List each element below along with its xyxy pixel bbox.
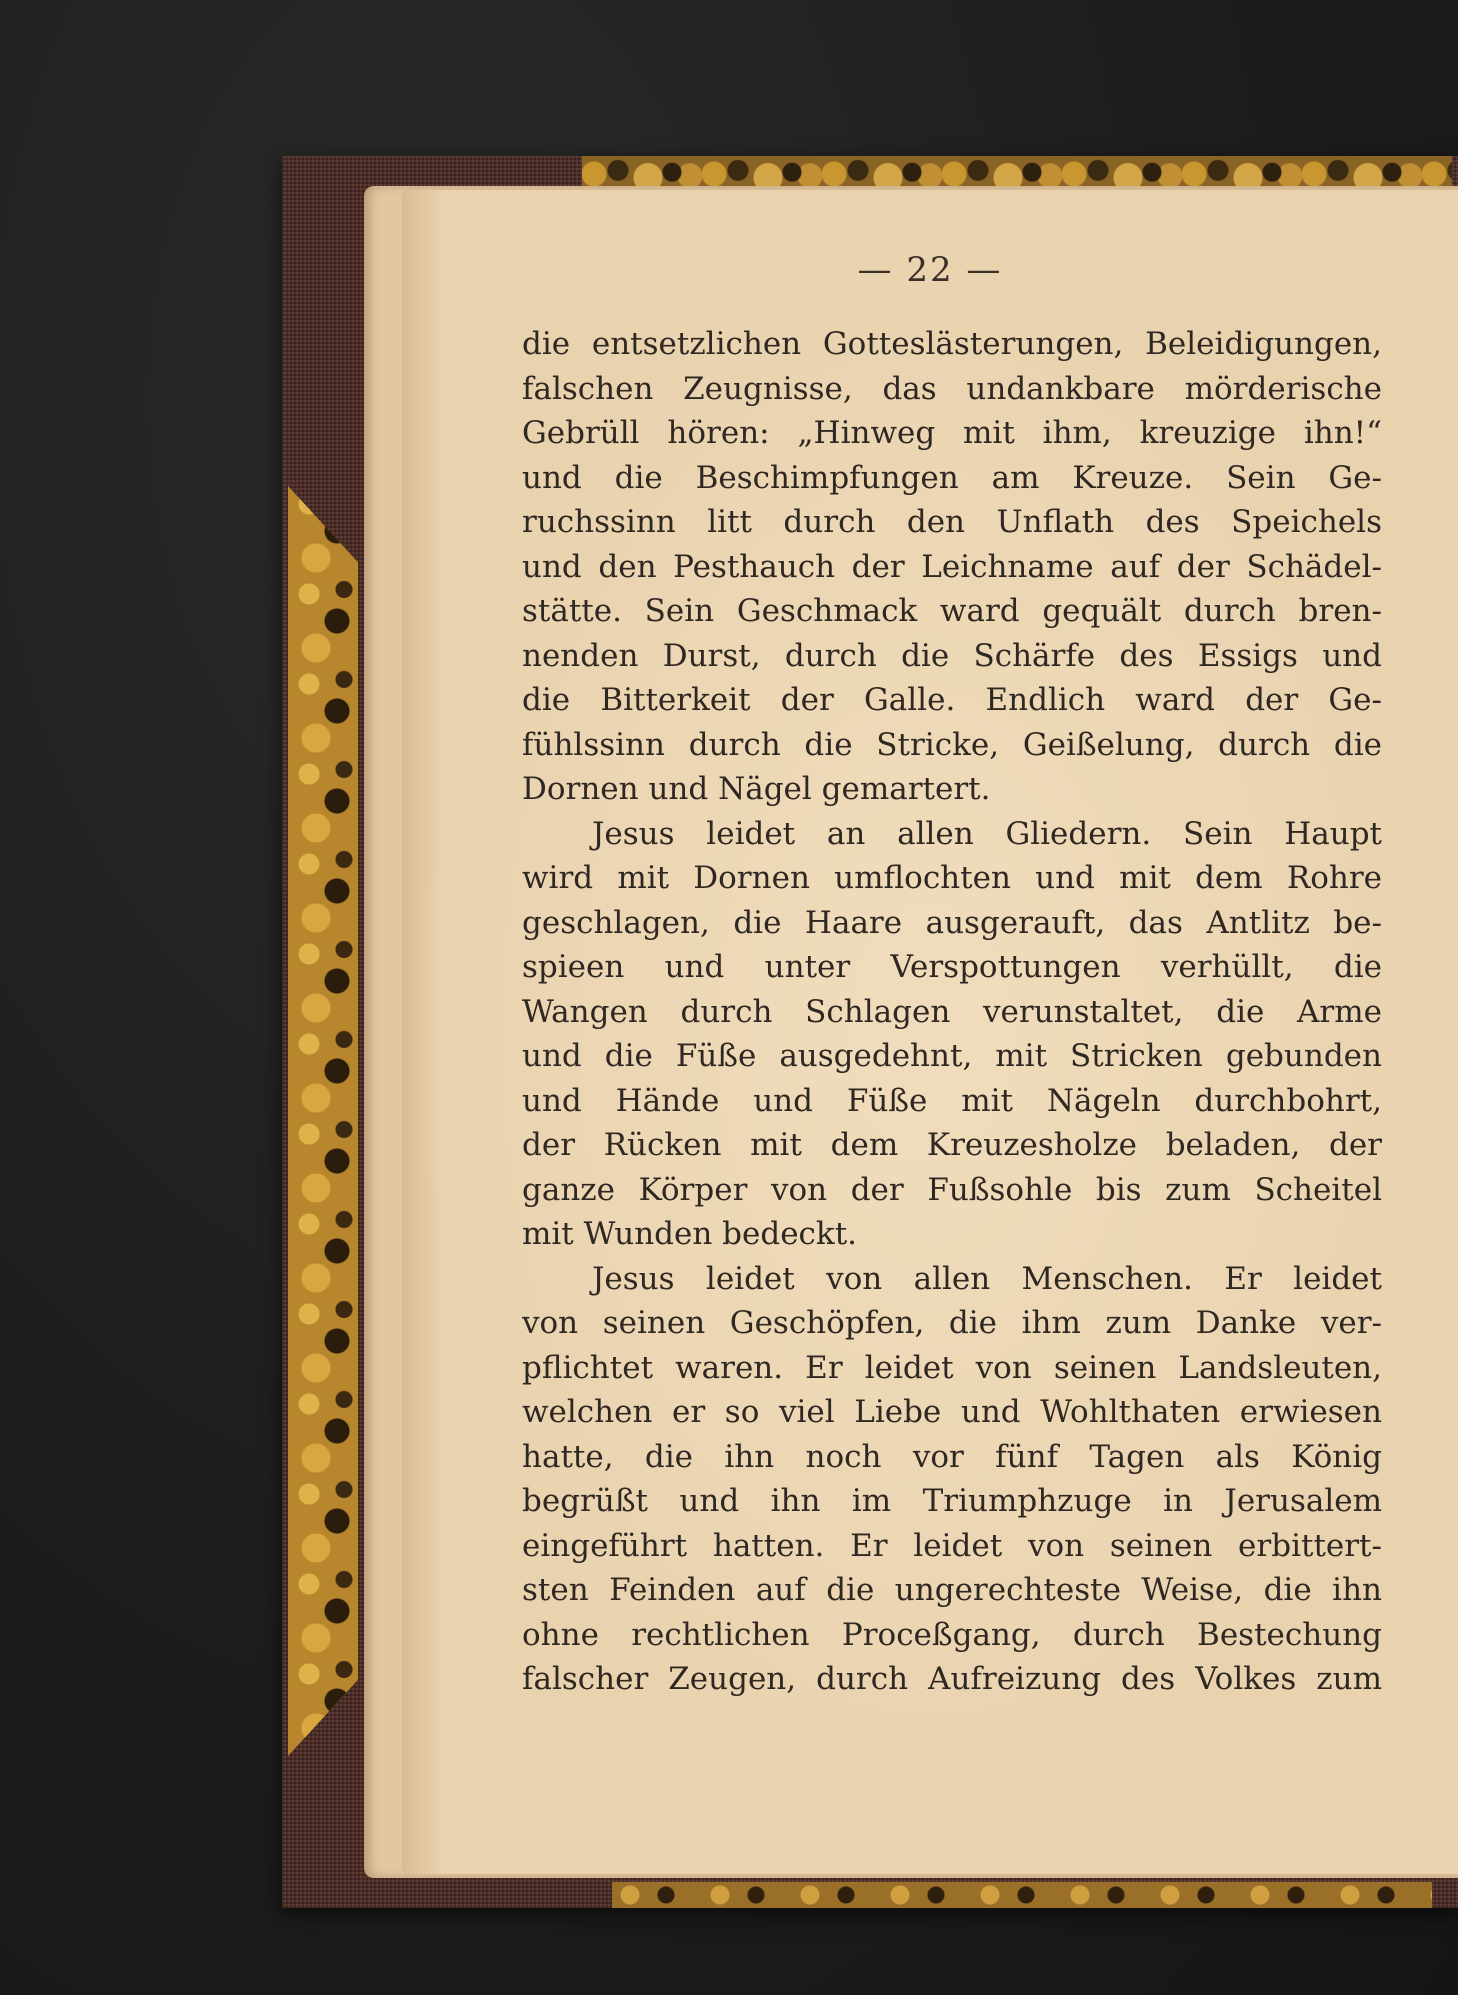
text-line: Dornen und Nägel gemartert.: [522, 771, 991, 807]
text-line: falschen Zeugnisse, das undankbare mörderische: [522, 370, 1382, 407]
text-line: sten Feinden auf die ungerechteste Weise, die ihn: [522, 1572, 1382, 1608]
text-line: pflichtet waren. Er leidet von seinen Landsleuten,: [522, 1349, 1382, 1386]
text-line: Jesus leidet von allen Menschen. Er leidet: [592, 1260, 1382, 1297]
text-line: stätte. Sein Geschmack ward gequält durch bren-: [522, 593, 1382, 629]
text-line: von seinen Geschöpfen, die ihm zum Danke ver-: [522, 1305, 1382, 1341]
text-line: nenden Durst, durch die Schärfe des Essigs und: [522, 637, 1382, 674]
text-line: Wangen durch Schlagen verunstaltet, die Arme: [522, 993, 1382, 1030]
text-line: und die Füße ausgedehnt, mit Stricken gebunden: [522, 1038, 1382, 1074]
text-line: Gebrüll hören: „Hinweg mit ihm, kreuzige ihn!“: [522, 415, 1382, 451]
text-line: welchen er so viel Liebe und Wohlthaten erwiesen: [522, 1394, 1382, 1430]
text-line: spieen und unter Verspottungen verhüllt, die: [522, 949, 1382, 985]
marbled-corner-left: [288, 486, 358, 1756]
body-text: [522, 322, 1382, 1702]
text-line: geschlagen, die Haare ausgerauft, das Antlitz be-: [522, 904, 1382, 941]
text-line: ganze Körper von der Fußsohle bis zum Scheitel: [522, 1171, 1382, 1208]
marbled-edge-bottom: [612, 1882, 1432, 1908]
text-line: mit Wunden bedeckt.: [522, 1216, 858, 1252]
text-line: die entsetzlichen Gotteslästerungen, Beleidigungen,: [522, 326, 1382, 362]
text-line: und die Beschimpfungen am Kreuze. Sein Ge-: [522, 459, 1382, 496]
text-line: fühlssinn durch die Stricke, Geißelung, durch die: [522, 726, 1382, 763]
text-line: ohne rechtlichen Proceßgang, durch Bestechung: [522, 1616, 1382, 1653]
text-line: Jesus leidet an allen Gliedern. Sein Haupt: [592, 815, 1382, 852]
text-line: wird mit Dornen umflochten und mit dem Rohre: [522, 860, 1382, 896]
text-line: die Bitterkeit der Galle. Endlich ward der Ge-: [522, 682, 1382, 718]
text-line: und Hände und Füße mit Nägeln durchbohrt,: [522, 1082, 1382, 1119]
text-line: und den Pesthauch der Leichname auf der Schädel-: [522, 548, 1382, 585]
text-line: eingeführt hatten. Er leidet von seinen erbittert-: [522, 1527, 1382, 1564]
page-number: — 22 —: [857, 250, 1003, 290]
text-line: falscher Zeugen, durch Aufreizung des Volkes zum: [522, 1661, 1382, 1697]
text-line: begrüßt und ihn im Triumphzuge in Jerusalem: [522, 1483, 1382, 1519]
text-line: ruchssinn litt durch den Unflath des Speichels: [522, 504, 1382, 540]
text-line: hatte, die ihn noch vor fünf Tagen als König: [522, 1438, 1382, 1475]
text-line: der Rücken mit dem Kreuzesholze beladen, der: [522, 1127, 1382, 1163]
